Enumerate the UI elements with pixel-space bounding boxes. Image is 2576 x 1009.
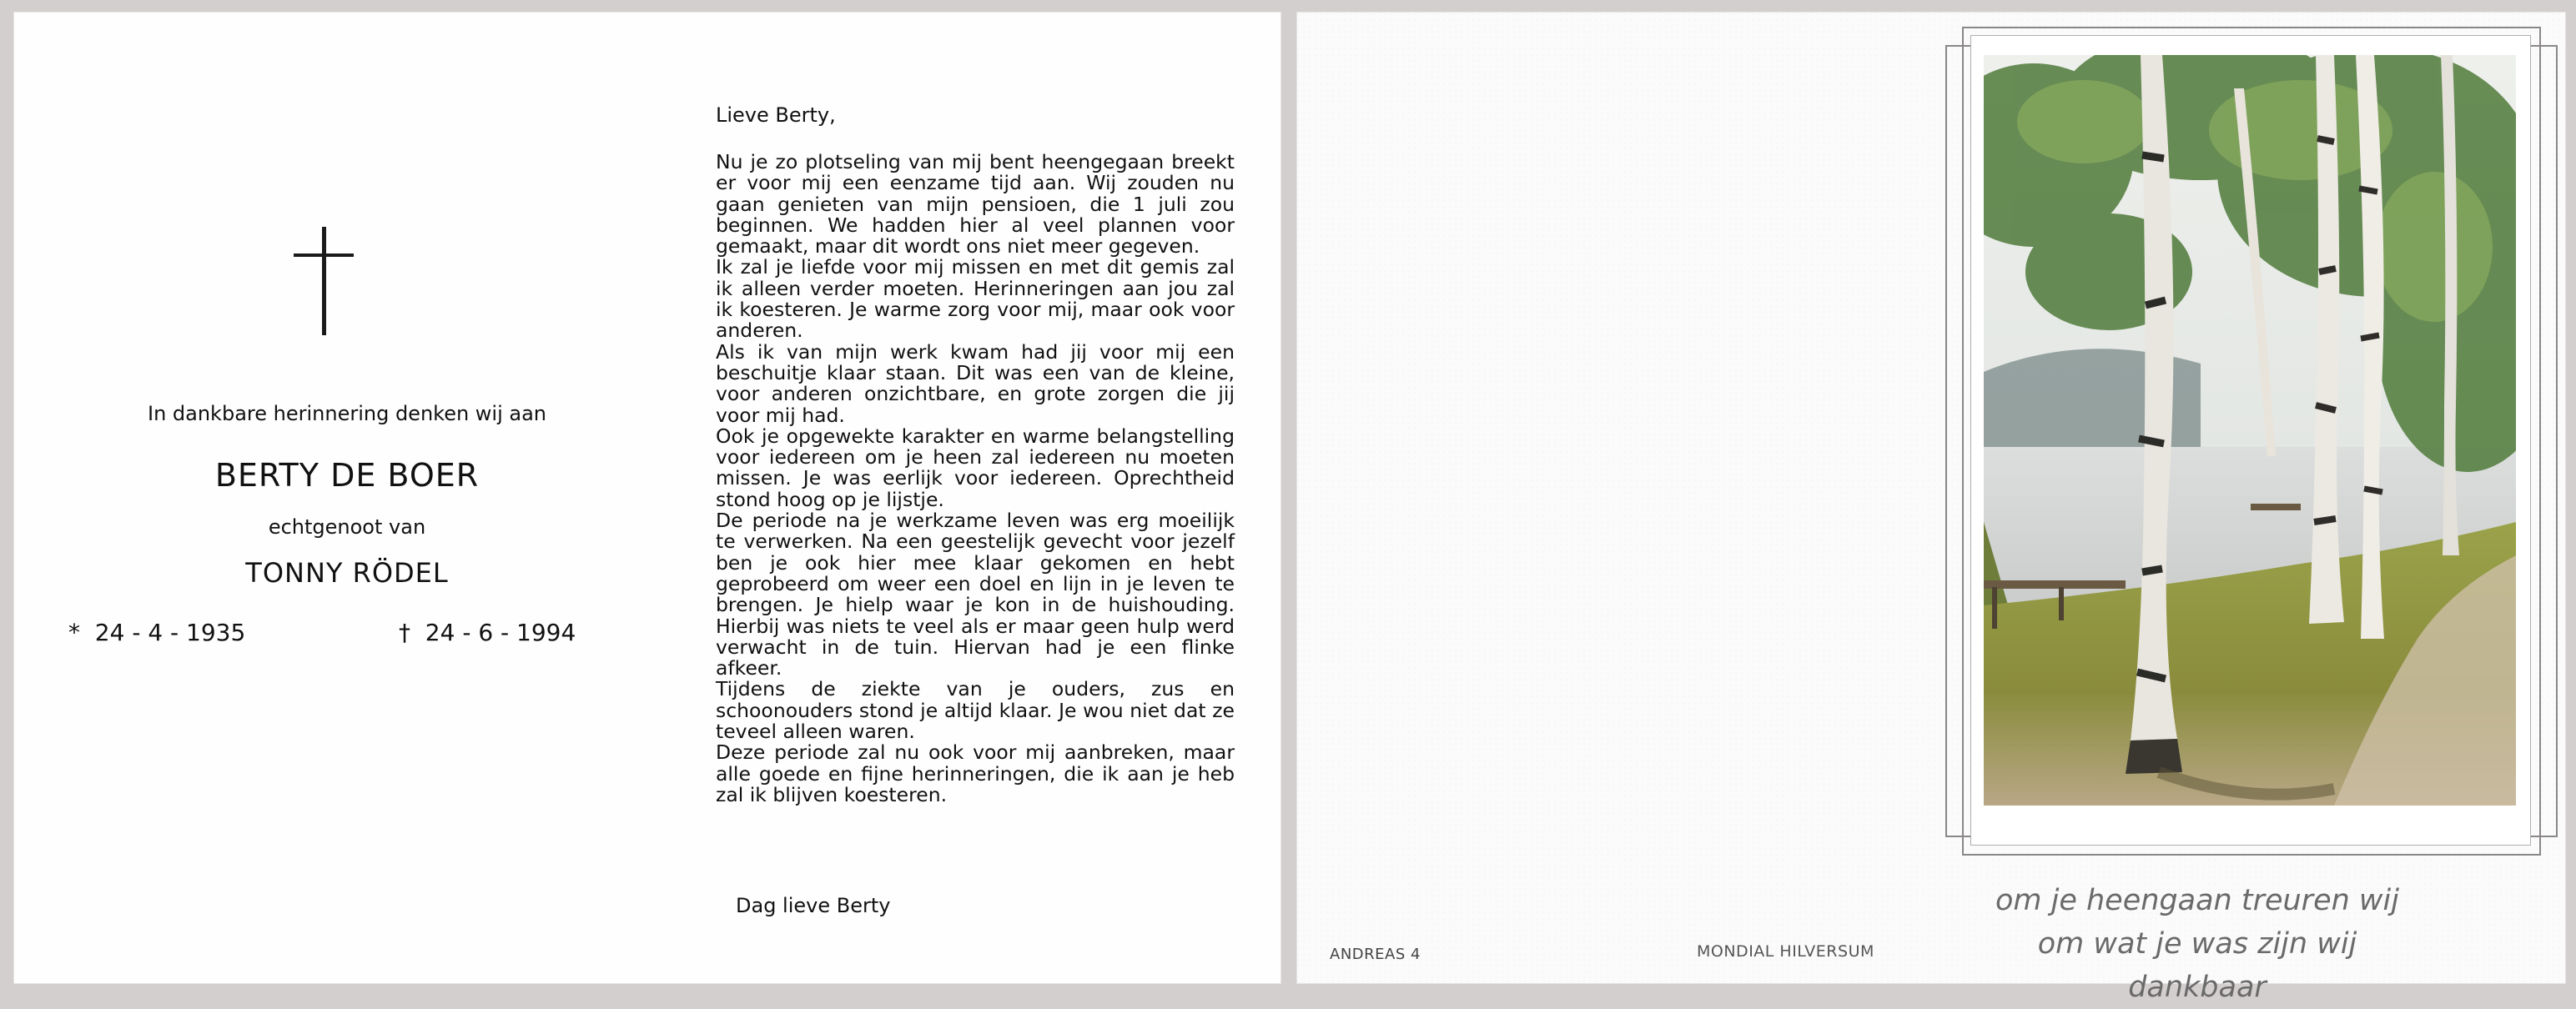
memorial-card-inside <box>13 12 1281 984</box>
spouse-name: TONNY RÖDEL <box>245 557 449 589</box>
letter-paragraph: Ik zal je liefde voor mij missen en met dit gemis zal ik alleen verder moeten. Herinneringen aan jou zal ik koesteren. Je warme zorg voor mij, maar ook voor anderen. <box>716 255 1235 343</box>
letter-body <box>716 152 1235 806</box>
letter-greeting: Lieve Berty, <box>716 103 836 127</box>
letter-paragraph: Nu je zo plotseling van mij bent heengegaan breekt er voor mij een eenzame tijd aan. Wij zouden nu gaan genieten van mijn pensioen, die 1 juli zou beginnen. We hadden hier al veel plannen voor gemaakt, maar dit wordt ons niet meer gegeven. <box>716 150 1235 259</box>
letter-paragraph: De periode na je werkzame leven was erg moeilijk te verwerken. Na een geestelijk gevecht voor jezelf ben je ook hier mee klaar gekomen en hebt geprobeerd om weer een doel en lijn in je leven te brengen. Je hielp waar je kon in de huishouding. Hierbij was niets te veel als er maar geen hulp werd verwacht in de tuin. Hiervan had je een flinke afkeer. <box>716 509 1235 680</box>
maker-label: ANDREAS 4 <box>1330 946 1421 963</box>
letter-paragraph: Als ik van mijn werk kwam had jij voor mij een beschuitje klaar staan. Dit was een van de kleine, voor anderen onzichtbare, en grote zorgen die jij voor mij had. <box>716 339 1235 427</box>
letter-paragraph: Tijdens de ziekte van je ouders, zus en schoonouders stond je altijd klaar. Je wou niet dat ze teveel alleen waren. <box>716 677 1235 744</box>
cross-vertical-bar <box>322 227 326 335</box>
verse-line: om je heengaan treuren wij <box>1995 884 2399 917</box>
death-date: † 24 - 6 - 1994 <box>399 619 576 646</box>
deceased-name: BERTY DE BOER <box>214 457 480 494</box>
verse <box>1980 879 2414 1009</box>
verse-line: om wat je was zijn wij dankbaar <box>2037 927 2357 1004</box>
letter-paragraph: Ook je opgewekte karakter en warme belangstelling voor iedereen om je heen zal iedereen nu moeten missen. Je was eerlijk voor iedereen. Oprechtheid stond hoog op je lijstje. <box>716 424 1235 511</box>
letter-closing: Dag lieve Berty <box>736 894 891 917</box>
letter-paragraph: Deze periode zal nu ook voor mij aanbreken, maar alle goede en fijne herinneringen, die ik aan je heb zal ik blijven koesteren. <box>716 740 1235 806</box>
publisher-label: MONDIAL HILVERSUM <box>1697 942 1874 961</box>
memorial-card-front <box>1296 12 2566 1004</box>
birch-trees-lake-photo-icon <box>1984 55 2516 806</box>
intro-text: In dankbare herinnering denken wij aan <box>147 402 547 425</box>
birth-date: * 24 - 4 - 1935 <box>68 619 246 646</box>
spouse-label: echtgenoot van <box>268 515 426 539</box>
cross-horizontal-bar <box>294 254 354 257</box>
